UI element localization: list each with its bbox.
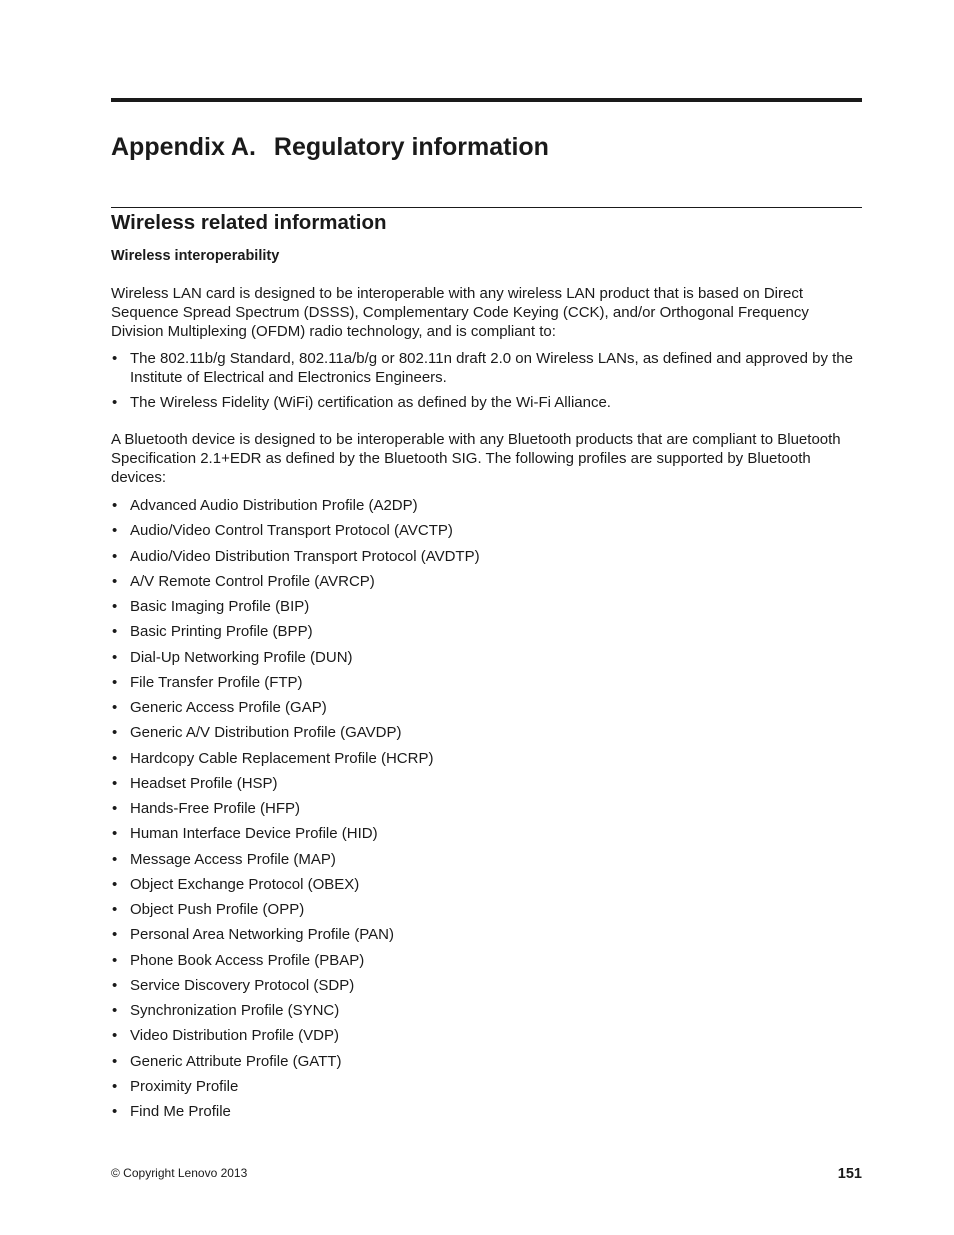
bullet-icon: • — [112, 1002, 118, 1019]
list-item-text: Basic Imaging Profile (BIP) — [130, 598, 310, 615]
subsection-title: Wireless interoperability — [111, 248, 280, 264]
list-item — [111, 393, 862, 412]
list-item — [111, 1001, 862, 1026]
list-item-text: Hardcopy Cable Replacement Profile (HCRP) — [130, 749, 434, 767]
bullet-icon: • — [112, 1052, 118, 1070]
list-item — [111, 850, 862, 875]
list-item-text: The Wireless Fidelity (WiFi) certification as defined by the Wi-Fi Alliance. — [130, 394, 611, 411]
list-item — [111, 572, 862, 597]
list-item-text: Synchronization Profile (SYNC) — [130, 1002, 340, 1019]
wlan-paragraph: Wireless LAN card is designed to be interoperable with any wireless LAN product that is based on Direct Sequence Spread Spectrum (DSSS), Complementary Code Keying (CCK), and/or Orthogonal Frequency Division Multiplexing (OFDM) radio technology, and is compliant to: — [111, 285, 809, 340]
bullet-icon: • — [112, 875, 118, 893]
bullet-icon: • — [112, 572, 118, 590]
bullet-icon: • — [112, 724, 118, 742]
appendix-title: Regulatory information — [273, 133, 549, 161]
bullet-icon: • — [112, 1027, 118, 1045]
list-item — [111, 1026, 862, 1051]
bullet-icon: • — [112, 699, 118, 716]
wlan-standards-list — [111, 349, 862, 418]
bullet-icon: • — [112, 926, 118, 944]
bullet-icon: • — [112, 1077, 118, 1095]
bullet-icon: • — [112, 648, 118, 666]
page-number: 151 — [837, 1166, 862, 1182]
list-item — [111, 824, 862, 849]
bullet-icon: • — [112, 951, 118, 969]
list-item — [111, 749, 862, 774]
bluetooth-profiles-list — [111, 496, 862, 1127]
list-item-text: Human Interface Device Profile (HID) — [130, 825, 378, 843]
list-item-text: Video Distribution Profile (VDP) — [130, 1027, 339, 1045]
list-item-text: Audio/Video Distribution Transport Protocol (AVDTP) — [130, 547, 480, 565]
bullet-icon: • — [112, 673, 118, 691]
list-item-text: Service Discovery Protocol (SDP) — [130, 976, 355, 994]
list-item — [111, 976, 862, 1001]
list-item — [111, 799, 862, 824]
list-item-text: Find Me Profile — [130, 1103, 231, 1120]
list-item-text: Dial-Up Networking Profile (DUN) — [130, 648, 353, 666]
bullet-icon: • — [112, 623, 118, 641]
list-item-text: Object Exchange Protocol (OBEX) — [130, 875, 360, 893]
list-item — [111, 547, 862, 572]
bullet-icon: • — [112, 598, 118, 615]
appendix-heading — [111, 133, 549, 162]
bullet-icon: • — [112, 800, 118, 817]
bullet-icon: • — [112, 497, 118, 514]
list-item-text: Advanced Audio Distribution Profile (A2DP) — [130, 497, 418, 514]
list-item-text: Audio/Video Control Transport Protocol (AVCTP) — [130, 522, 453, 540]
list-item — [111, 622, 862, 647]
bullet-icon: • — [112, 350, 118, 367]
chapter-rule — [111, 98, 862, 102]
list-item-text: A/V Remote Control Profile (AVRCP) — [130, 572, 375, 590]
section-rule — [111, 207, 862, 208]
list-item — [111, 349, 862, 387]
list-item — [111, 1077, 862, 1102]
list-item — [111, 496, 862, 521]
list-item — [111, 951, 862, 976]
list-item-text: Headset Profile (HSP) — [130, 774, 278, 792]
list-item-text: The 802.11b/g Standard, 802.11a/b/g or 802.11n draft 2.0 on Wireless LANs, as defined and approved by the Institute of Electrical and Electronics Engineers. — [130, 350, 853, 386]
list-item-text: Generic Attribute Profile (GATT) — [130, 1052, 342, 1070]
bullet-icon: • — [112, 1103, 118, 1120]
list-item-text: Generic A/V Distribution Profile (GAVDP) — [130, 724, 402, 742]
bullet-icon: • — [112, 749, 118, 767]
bluetooth-paragraph: A Bluetooth device is designed to be interoperable with any Bluetooth products that are compliant to Bluetooth Specification 2.1+EDR as defined by the Bluetooth SIG. The following profiles are supported by Bluetooth devices: — [111, 431, 841, 486]
bullet-icon: • — [112, 547, 118, 565]
list-item — [111, 774, 862, 799]
bullet-icon: • — [112, 522, 118, 540]
list-item — [111, 648, 862, 673]
bullet-icon: • — [112, 850, 118, 868]
list-item — [111, 900, 862, 925]
appendix-label: Appendix A. — [111, 133, 256, 161]
list-item — [111, 698, 862, 723]
list-item — [111, 597, 862, 622]
list-item-text: Object Push Profile (OPP) — [130, 901, 305, 918]
section-title: Wireless related information — [111, 211, 387, 234]
list-item-text: Personal Area Networking Profile (PAN) — [130, 926, 394, 944]
list-item — [111, 1102, 862, 1127]
list-item-text: Generic Access Profile (GAP) — [130, 699, 327, 716]
list-item — [111, 673, 862, 698]
list-item — [111, 925, 862, 950]
list-item-text: Phone Book Access Profile (PBAP) — [130, 951, 365, 969]
bullet-icon: • — [112, 976, 118, 994]
list-item — [111, 521, 862, 546]
bullet-icon: • — [112, 901, 118, 918]
list-item — [111, 1052, 862, 1077]
bullet-icon: • — [112, 774, 118, 792]
list-item-text: File Transfer Profile (FTP) — [130, 673, 303, 691]
copyright-notice: © Copyright Lenovo 2013 — [111, 1166, 248, 1180]
bullet-icon: • — [112, 825, 118, 843]
bullet-icon: • — [112, 394, 118, 411]
list-item — [111, 875, 862, 900]
list-item-text: Hands-Free Profile (HFP) — [130, 800, 301, 817]
list-item-text: Message Access Profile (MAP) — [130, 850, 336, 868]
list-item — [111, 723, 862, 748]
list-item-text: Basic Printing Profile (BPP) — [130, 623, 313, 641]
list-item-text: Proximity Profile — [130, 1077, 239, 1095]
